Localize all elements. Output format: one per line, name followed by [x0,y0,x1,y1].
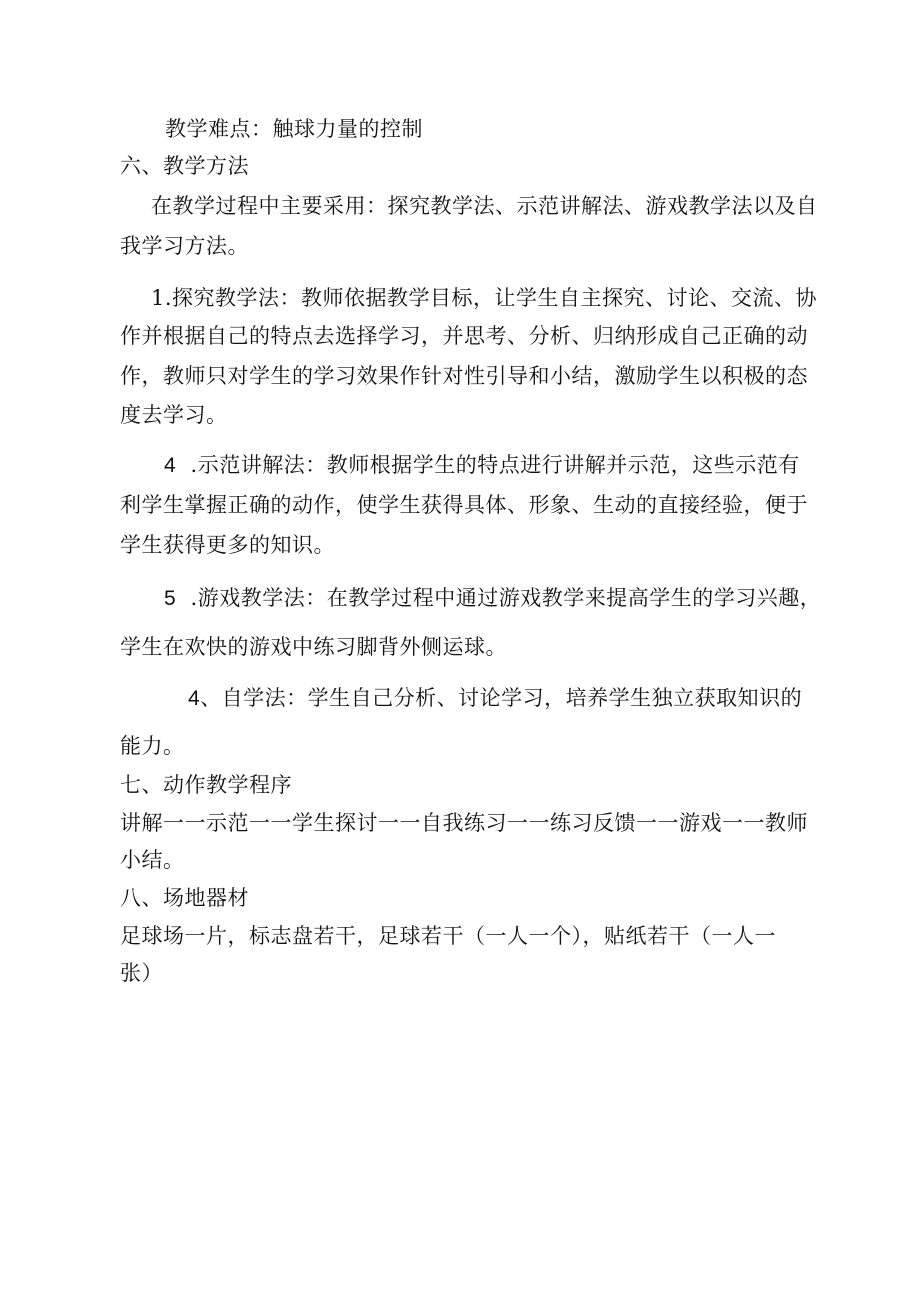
method-2-text: .示范讲解法：教师根据学生的特点进行讲解并示范，这些示范有 [190,453,800,477]
method-4-number: 4 [188,687,201,710]
section-6-intro-line-1: 在教学过程中主要采用：探究教学法、示范讲解法、游戏教学法以及自 [151,194,818,218]
section-7-heading: 七、动作教学程序 [120,773,292,797]
section-7-line-2: 小结。 [120,848,185,872]
method-2-number: 4 [164,454,177,477]
method-4-line-1 [188,685,802,712]
section-8-heading: 八、场地器材 [120,886,249,910]
method-4-text: 、自学法：学生自己分析、讨论学习，培养学生独立获取知识的 [200,686,803,710]
method-4-line-2: 能力。 [120,734,185,758]
method-3-text: .游戏教学法：在教学过程中通过游戏教学来提高学生的学习兴趣， [190,586,822,610]
teaching-difficulty: 教学难点：触球力量的控制 [165,117,423,141]
method-2-line-3: 学生获得更多的知识。 [120,533,335,557]
section-8-line-2: 张） [120,961,163,985]
method-2-line-2: 利学生掌握正确的动作，使学生获得具体、形象、生动的直接经验，便于 [120,493,808,517]
method-3-line-1 [164,585,821,612]
section-6-heading: 六、教学方法 [120,154,249,178]
section-8-line-1: 足球场一片，标志盘若干，足球若干（一人一个），贴纸若干（一人一 [120,924,776,948]
method-2-line-1 [164,452,800,479]
method-1-line-2: 作并根据自己的特点去选择学习，并思考、分析、归纳形成自己正确的动 [120,324,808,348]
method-1-line-3: 作，教师只对学生的学习效果作针对性引导和小结，激励学生以积极的态 [120,364,808,388]
method-3-line-2: 学生在欢快的游戏中练习脚背外侧运球。 [120,635,507,659]
method-3-number: 5 [164,587,177,610]
method-1-line-4: 度去学习。 [120,403,228,427]
method-1-line-1: 1.探究教学法：教师依据教学目标，让学生自主探究、讨论、交流、协 [151,286,818,310]
section-6-intro-line-2: 我学习方法。 [120,234,249,258]
section-7-line-1: 讲解一一示范一一学生探讨一一自我练习一一练习反馈一一游戏一一教师 [120,811,808,835]
